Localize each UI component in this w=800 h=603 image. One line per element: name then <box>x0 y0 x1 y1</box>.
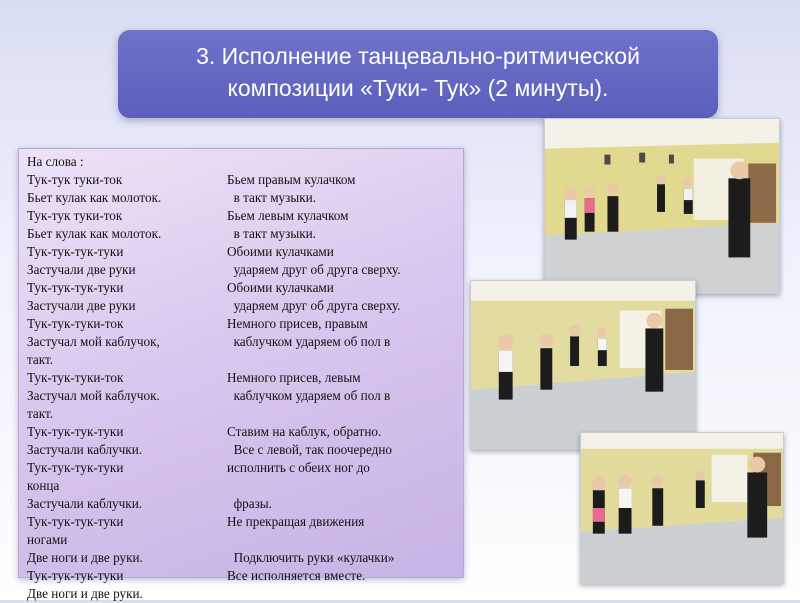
lyric-line: Тук-тук-тук-туки <box>27 568 124 583</box>
lyric-row <box>27 297 455 315</box>
lyric-line: Тук-тук-тук-туки <box>27 460 124 475</box>
lyric-row <box>27 171 455 189</box>
movement-description: Подключить руки «кулачки» <box>227 550 395 565</box>
lyric-row <box>27 207 455 225</box>
lyric-row <box>27 225 455 243</box>
lyric-line: Бьет кулак как молоток. <box>27 226 162 241</box>
movement-description: Все с левой, так поочередно <box>227 442 393 457</box>
lyric-row <box>27 585 455 603</box>
lyric-row <box>27 189 455 207</box>
lyric-row <box>27 243 455 261</box>
movement-description: Обоими кулачками <box>227 280 334 295</box>
slide-title-line-1: 3. Исполнение танцевально-ритмической <box>196 43 640 69</box>
lyric-row <box>27 477 455 495</box>
lyric-line: Тук-тук-тук-туки <box>27 424 124 439</box>
lyric-line: такт. <box>27 352 54 367</box>
lyric-row <box>27 261 455 279</box>
dance-class-photo-3-image <box>581 433 783 583</box>
lyric-row <box>27 423 455 441</box>
movement-description <box>227 351 455 369</box>
lyric-row <box>27 333 455 351</box>
movement-description: Бьем правым кулачком <box>227 172 356 187</box>
movement-description <box>227 405 455 423</box>
movement-description: Ставим на каблук, обратно. <box>227 424 382 439</box>
movement-description: каблучком ударяем об пол в <box>227 334 391 349</box>
dance-class-photo-3 <box>580 432 784 584</box>
movement-description: Немного присев, левым <box>227 370 361 385</box>
lyric-line: Застучал мой каблучок, <box>27 334 160 349</box>
movement-description <box>227 477 455 495</box>
lyric-line: Две ноги и две руки. <box>27 586 143 601</box>
movement-description: Не прекращая движения <box>227 514 365 529</box>
lyric-line: Тук-тук-туки-ток <box>27 316 124 331</box>
lyric-line: Тук-тук-туки-ток <box>27 370 124 385</box>
lyrics-panel <box>18 148 464 601</box>
slide-title <box>118 30 718 118</box>
lyric-line: Тук-тук туки-ток <box>27 172 123 187</box>
lyric-line: Тук-тук-тук-туки <box>27 280 124 295</box>
movement-description <box>227 531 455 549</box>
lyric-line: Застучал мой каблучок. <box>27 388 160 403</box>
lyric-line: Бьет кулак как молоток. <box>27 190 162 205</box>
movement-description: Обоими кулачками <box>227 244 334 259</box>
lyric-line: Тук-тук-тук-туки <box>27 514 124 529</box>
lyric-row <box>27 369 455 387</box>
dance-class-photo-1 <box>544 118 780 294</box>
lyric-row <box>27 549 455 567</box>
lyric-line: такт. <box>27 406 54 421</box>
lyric-row <box>27 567 455 585</box>
dance-class-photo-1-image <box>545 119 779 293</box>
dance-class-photo-2-image <box>471 281 695 449</box>
movement-description <box>227 585 455 603</box>
movement-description: в такт музыки. <box>227 226 316 241</box>
lyric-row <box>27 405 455 423</box>
lyric-row <box>27 279 455 297</box>
lyric-row <box>27 441 455 459</box>
lyric-line: Застучали каблучки. <box>27 496 143 511</box>
lyric-line: Застучали две руки <box>27 298 136 313</box>
lyric-row <box>27 315 455 333</box>
lyric-line: ногами <box>27 532 68 547</box>
lyric-row <box>27 459 455 477</box>
lyric-line: Застучали каблучки. <box>27 442 143 457</box>
movement-description: в такт музыки. <box>227 190 316 205</box>
movement-description: фразы. <box>227 496 272 511</box>
lyrics-heading: На слова : <box>27 154 84 169</box>
lyric-row <box>27 513 455 531</box>
lyric-line: Застучали две руки <box>27 262 136 277</box>
lyric-row <box>27 351 455 369</box>
movement-description: Все исполняется вместе. <box>227 568 366 583</box>
movement-description: Немного присев, правым <box>227 316 368 331</box>
lyric-line: Две ноги и две руки. <box>27 550 143 565</box>
dance-class-photo-2 <box>470 280 696 450</box>
lyrics-rows <box>27 171 455 603</box>
lyric-line: Тук-тук-тук-туки <box>27 244 124 259</box>
lyric-line: конца <box>27 478 60 493</box>
movement-description: каблучком ударяем об пол в <box>227 388 391 403</box>
movement-description: исполнить с обеих ног до <box>227 460 370 475</box>
lyric-row <box>27 387 455 405</box>
movement-description: ударяем друг об друга сверху. <box>227 262 401 277</box>
movement-description: Бьем левым кулачком <box>227 208 349 223</box>
movement-description: ударяем друг об друга сверху. <box>227 298 401 313</box>
slide-title-line-2: композиции «Туки- Тук» (2 минуты). <box>227 75 609 101</box>
lyric-row <box>27 495 455 513</box>
lyric-line: Тук-тук туки-ток <box>27 208 123 223</box>
lyric-row <box>27 531 455 549</box>
